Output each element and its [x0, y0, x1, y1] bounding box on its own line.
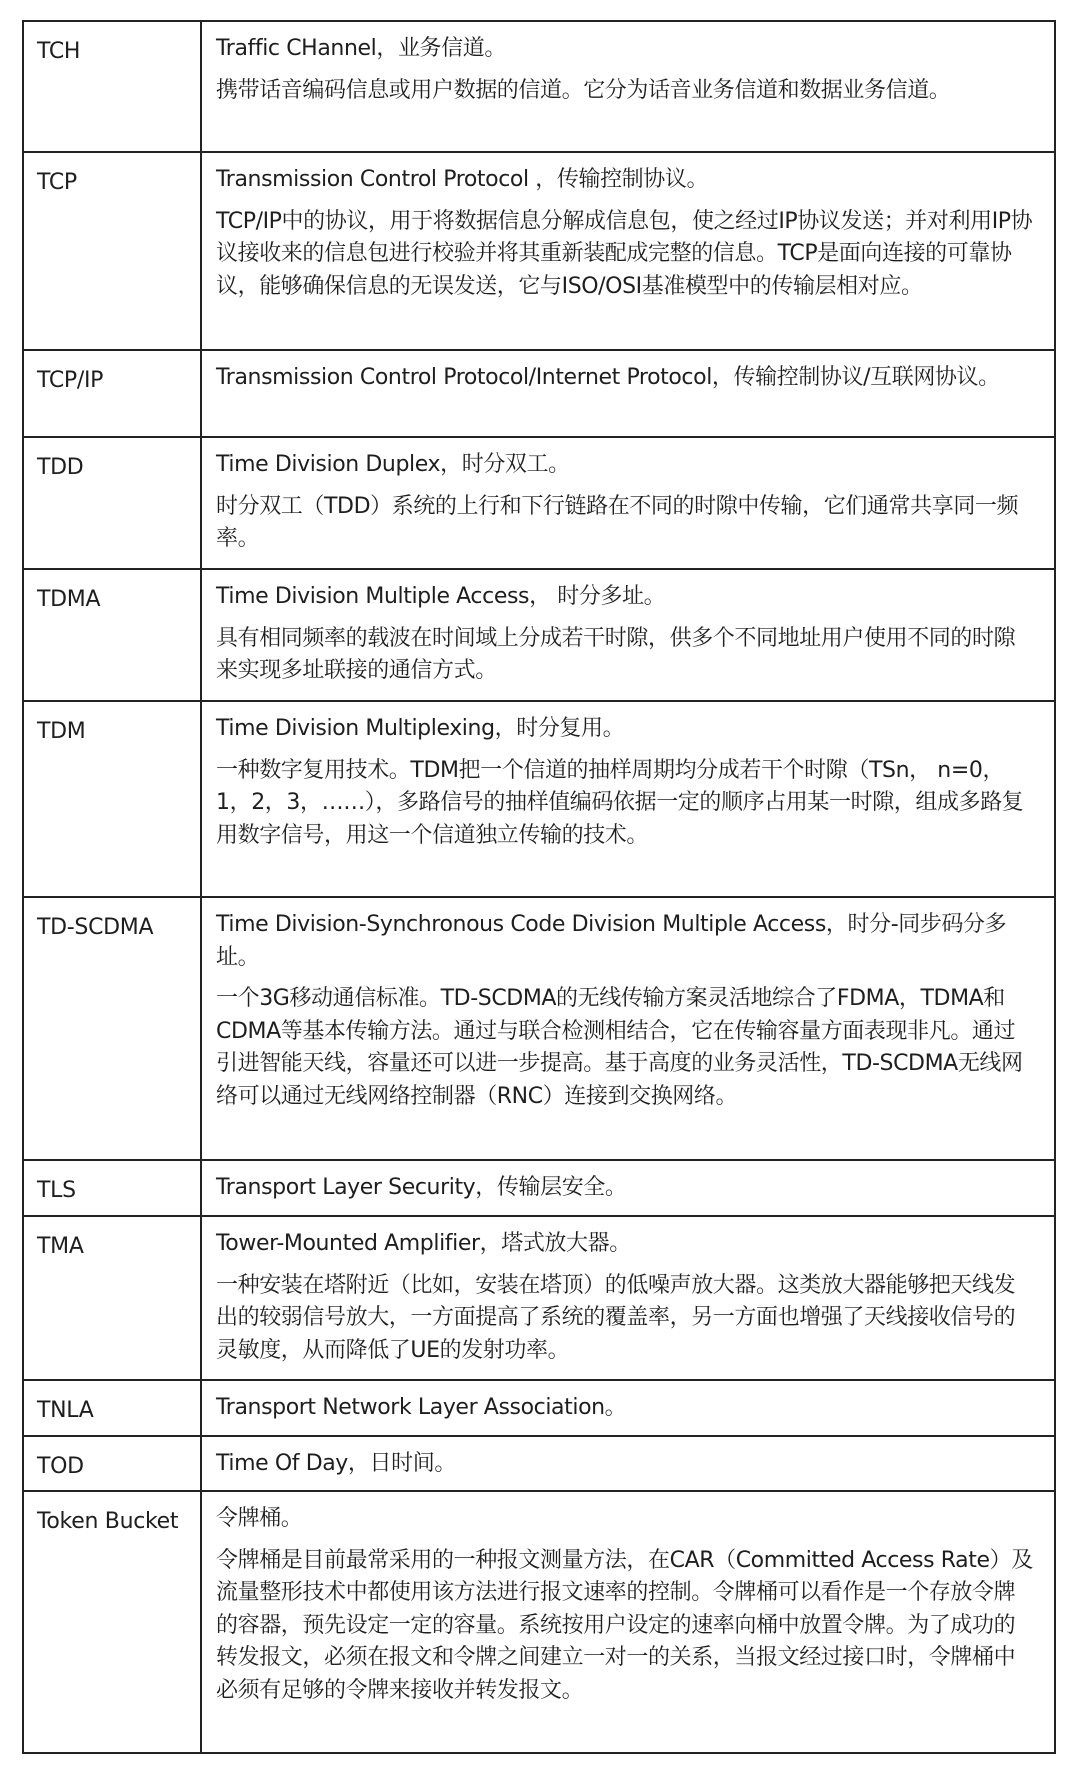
term-cell — [23, 437, 201, 569]
term-title: Traffic CHannel，业务信道。 — [216, 36, 506, 61]
glossary-row — [23, 1160, 1055, 1216]
glossary-row — [23, 701, 1055, 897]
glossary-row — [23, 569, 1055, 701]
glossary-row — [23, 152, 1055, 350]
glossary-row — [23, 350, 1055, 437]
description-cell — [201, 1380, 1055, 1436]
term-cell — [23, 1380, 201, 1436]
description-cell — [201, 569, 1055, 701]
description-cell — [201, 1160, 1055, 1216]
term-title: Time Division Multiple Access， 时分多址。 — [216, 584, 666, 609]
term-title: Transport Network Layer Association。 — [216, 1395, 627, 1420]
term-cell — [23, 1216, 201, 1380]
glossary-row — [23, 1216, 1055, 1380]
term-cell — [23, 152, 201, 350]
glossary-body — [23, 21, 1055, 1753]
term-title: Time Of Day，日时间。 — [216, 1451, 456, 1476]
term: TDD — [37, 455, 84, 480]
description-cell — [201, 350, 1055, 437]
description-cell — [201, 21, 1055, 152]
term-cell — [23, 350, 201, 437]
term-cell — [23, 569, 201, 701]
term-definition: 一个3G移动通信标准。TD-SCDMA的无线传输方案灵活地综合了FDMA，TDMA和CDMA等基本传输方法。通过与联合检测相结合，它在传输容量方面表现非凡。通过引进智能天线，容量还可以进一步提高。基于高度的业务灵活性，TD-SCDMA无线网络可以通过无线网络控制器（RNC）连接到交换网络。 — [216, 986, 1023, 1109]
term-definition: 携带话音编码信息或用户数据的信道。它分为话音业务信道和数据业务信道。 — [216, 77, 951, 103]
term: TOD — [37, 1454, 84, 1479]
term: TCH — [37, 39, 81, 64]
term-cell — [23, 1436, 201, 1491]
term-title: Time Division Duplex，时分双工。 — [216, 452, 570, 477]
glossary-row — [23, 437, 1055, 569]
term-cell — [23, 1491, 201, 1753]
term-title: Transmission Control Protocol/Internet Protocol，传输控制协议/互联网协议。 — [216, 365, 1000, 390]
description-cell — [201, 1436, 1055, 1491]
term-title: Time Division-Synchronous Code Division Multiple Access，时分-同步码分多址。 — [216, 912, 1007, 970]
term: TNLA — [37, 1398, 94, 1423]
term-definition: 具有相同频率的载波在时间域上分成若干时隙，供多个不同地址用户使用不同的时隙来实现多址联接的通信方式。 — [216, 625, 1016, 683]
term: TCP/IP — [37, 368, 104, 393]
term: TD-SCDMA — [37, 915, 154, 940]
description-cell — [201, 701, 1055, 897]
glossary-row — [23, 1380, 1055, 1436]
term-definition: 时分双工（TDD）系统的上行和下行链路在不同的时隙中传输，它们通常共享同一频率。 — [216, 493, 1019, 551]
term: TDMA — [37, 587, 101, 612]
term-definition: 一种安装在塔附近（比如，安装在塔顶）的低噪声放大器。这类放大器能够把天线发出的较弱信号放大，一方面提高了系统的覆盖率，另一方面也增强了天线接收信号的灵敏度，从而降低了UE的发射功率。 — [216, 1272, 1016, 1363]
term: TCP — [37, 170, 77, 195]
term: TDM — [37, 719, 86, 744]
glossary-row — [23, 897, 1055, 1160]
term-title: 令牌桶。 — [216, 1506, 303, 1531]
term-definition: 令牌桶是目前最常采用的一种报文测量方法，在CAR（Committed Access Rate）及流量整形技术中都使用该方法进行报文速率的控制。令牌桶可以看作是一个存放令牌的容器，预先设定一定的容量。系统按用户设定的速率向桶中放置令牌。为了成功的转发报文，必须在报文和令牌之间建立一对一的关系，当报文经过接口时，令牌桶中必须有足够的令牌来接收并转发报文。 — [216, 1547, 1033, 1703]
term: TMA — [37, 1234, 84, 1259]
glossary-table — [22, 20, 1056, 1754]
term-title: Tower-Mounted Amplifier，塔式放大器。 — [216, 1231, 631, 1256]
description-cell — [201, 152, 1055, 350]
term-cell — [23, 1160, 201, 1216]
glossary-row — [23, 21, 1055, 152]
term-definition: TCP/IP中的协议，用于将数据信息分解成信息包，使之经过IP协议发送；并对利用IP协议接收来的信息包进行校验并将其重新装配成完整的信息。TCP是面向连接的可靠协议，能够确保信息的无误发送，它与ISO/OSI基准模型中的传输层相对应。 — [216, 208, 1033, 299]
term-definition: 一种数字复用技术。TDM把一个信道的抽样周期均分成若干个时隙（TSn， n=0，1，2，3，……），多路信号的抽样值编码依据一定的顺序占用某一时隙，组成多路复用数字信号，用这一个信道独立传输的技术。 — [216, 757, 1024, 848]
description-cell — [201, 437, 1055, 569]
term: Token Bucket — [37, 1509, 179, 1534]
glossary-row — [23, 1491, 1055, 1753]
term: TLS — [37, 1178, 76, 1203]
description-cell — [201, 1491, 1055, 1753]
description-cell — [201, 1216, 1055, 1380]
term-cell — [23, 701, 201, 897]
description-cell — [201, 897, 1055, 1160]
term-title: Transmission Control Protocol ，传输控制协议。 — [216, 167, 709, 192]
term-cell — [23, 897, 201, 1160]
term-title: Transport Layer Security，传输层安全。 — [216, 1175, 627, 1200]
glossary-row — [23, 1436, 1055, 1491]
term-title: Time Division Multiplexing，时分复用。 — [216, 716, 625, 741]
term-cell — [23, 21, 201, 152]
